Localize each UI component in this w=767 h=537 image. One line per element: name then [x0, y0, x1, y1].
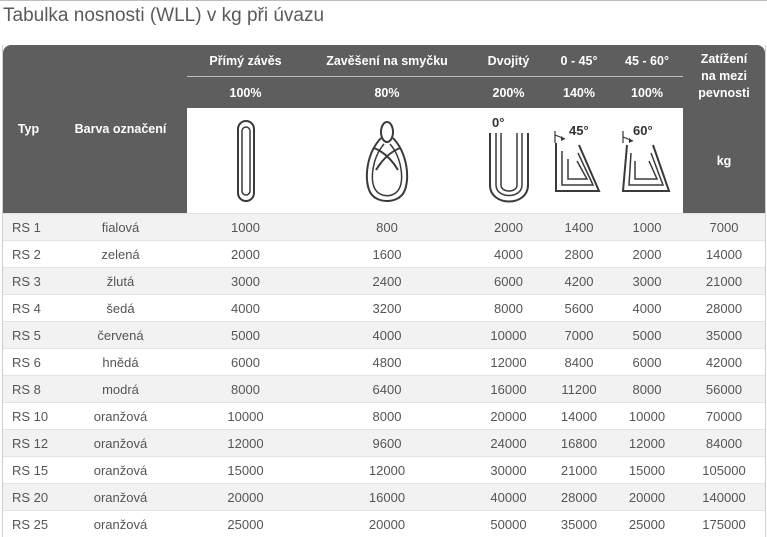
- angle-45-label: 45°: [569, 122, 589, 138]
- cell-angle-0-45: 8400: [547, 348, 611, 375]
- cell-zaveseni-smycka: 4800: [304, 348, 470, 375]
- choke-sling-illustration: [304, 108, 470, 213]
- cell-angle-45-60: 4000: [611, 294, 683, 321]
- unit-kg: kg: [683, 108, 765, 213]
- cell-zatizeni-kg: 28000: [683, 294, 765, 321]
- table-row: [3, 510, 765, 537]
- page-title: Tabulka nosnosti (WLL) v kg při úvazu: [3, 5, 325, 26]
- cell-zaveseni-smycka: 2400: [304, 267, 470, 294]
- cell-typ: RS 8: [3, 375, 54, 402]
- angle-60-illustration: [611, 108, 683, 213]
- cell-zatizeni-kg: 175000: [683, 510, 765, 537]
- pct-primy: 100%: [187, 76, 304, 108]
- header-zatizeni: [683, 45, 765, 108]
- cell-primy-zaves: 20000: [187, 483, 304, 510]
- cell-primy-zaves: 6000: [187, 348, 304, 375]
- cell-angle-0-45: 21000: [547, 456, 611, 483]
- cell-dvojity: 30000: [470, 456, 547, 483]
- cell-zatizeni-kg: 21000: [683, 267, 765, 294]
- header-angle-45-60: 45 - 60°: [611, 45, 683, 76]
- cell-dvojity: 6000: [470, 267, 547, 294]
- cell-angle-0-45: 35000: [547, 510, 611, 537]
- cell-barva: hnědá: [54, 348, 187, 375]
- cell-barva: oranžová: [54, 402, 187, 429]
- top-divider: [0, 0, 767, 1]
- cell-primy-zaves: 4000: [187, 294, 304, 321]
- table-row: [3, 213, 765, 240]
- cell-dvojity: 4000: [470, 240, 547, 267]
- cell-primy-zaves: 8000: [187, 375, 304, 402]
- cell-barva: oranžová: [54, 429, 187, 456]
- cell-primy-zaves: 15000: [187, 456, 304, 483]
- cell-dvojity: 10000: [470, 321, 547, 348]
- header-dvojity: Dvojitý: [470, 45, 547, 76]
- cell-typ: RS 10: [3, 402, 54, 429]
- double-sling-illustration: [470, 108, 547, 213]
- cell-typ: RS 3: [3, 267, 54, 294]
- cell-angle-0-45: 14000: [547, 402, 611, 429]
- cell-angle-45-60: 1000: [611, 213, 683, 240]
- cell-zaveseni-smycka: 800: [304, 213, 470, 240]
- cell-dvojity: 12000: [470, 348, 547, 375]
- pct-45-60: 100%: [611, 76, 683, 108]
- cell-typ: RS 1: [3, 213, 54, 240]
- choke-sling-icon: [362, 118, 412, 204]
- cell-angle-45-60: 5000: [611, 321, 683, 348]
- cell-barva: šedá: [54, 294, 187, 321]
- cell-angle-45-60: 2000: [611, 240, 683, 267]
- cell-zatizeni-kg: 35000: [683, 321, 765, 348]
- cell-angle-45-60: 8000: [611, 375, 683, 402]
- cell-zatizeni-kg: 105000: [683, 456, 765, 483]
- cell-zaveseni-smycka: 20000: [304, 510, 470, 537]
- cell-barva: oranžová: [54, 483, 187, 510]
- cell-zatizeni-kg: 42000: [683, 348, 765, 375]
- table-row: [3, 240, 765, 267]
- cell-primy-zaves: 5000: [187, 321, 304, 348]
- cell-zaveseni-smycka: 9600: [304, 429, 470, 456]
- cell-dvojity: 2000: [470, 213, 547, 240]
- cell-typ: RS 12: [3, 429, 54, 456]
- cell-primy-zaves: 3000: [187, 267, 304, 294]
- cell-angle-0-45: 16800: [547, 429, 611, 456]
- cell-barva: žlutá: [54, 267, 187, 294]
- cell-zaveseni-smycka: 8000: [304, 402, 470, 429]
- header-typ: Typ: [3, 45, 54, 213]
- cell-dvojity: 24000: [470, 429, 547, 456]
- cell-zatizeni-kg: 7000: [683, 213, 765, 240]
- table-row: [3, 429, 765, 456]
- table-row: [3, 294, 765, 321]
- cell-angle-45-60: 25000: [611, 510, 683, 537]
- cell-angle-45-60: 10000: [611, 402, 683, 429]
- cell-zatizeni-kg: 70000: [683, 402, 765, 429]
- table-row: [3, 267, 765, 294]
- cell-typ: RS 15: [3, 456, 54, 483]
- cell-angle-45-60: 3000: [611, 267, 683, 294]
- cell-typ: RS 4: [3, 294, 54, 321]
- header-primy-zaves: Přímý závěs: [187, 45, 304, 76]
- cell-angle-0-45: 2800: [547, 240, 611, 267]
- cell-primy-zaves: 25000: [187, 510, 304, 537]
- cell-dvojity: 16000: [470, 375, 547, 402]
- double-sling-icon: [484, 115, 534, 207]
- cell-barva: fialová: [54, 213, 187, 240]
- pct-0-45: 140%: [547, 76, 611, 108]
- cell-typ: RS 25: [3, 510, 54, 537]
- header-zatizeni-line2: na mezi: [701, 69, 747, 83]
- table-row: [3, 483, 765, 510]
- load-capacity-table: [2, 45, 766, 537]
- cell-barva: modrá: [54, 375, 187, 402]
- header-barva: Barva označení: [54, 45, 187, 213]
- table-row: [3, 321, 765, 348]
- basket-45-icon: [551, 121, 607, 201]
- cell-angle-45-60: 20000: [611, 483, 683, 510]
- straight-sling-icon: [236, 119, 256, 203]
- table-row: [3, 456, 765, 483]
- table-row: [3, 402, 765, 429]
- cell-barva: oranžová: [54, 456, 187, 483]
- table-row: [3, 348, 765, 375]
- cell-zatizeni-kg: 56000: [683, 375, 765, 402]
- cell-zaveseni-smycka: 12000: [304, 456, 470, 483]
- angle-45-illustration: [547, 108, 611, 213]
- cell-angle-0-45: 4200: [547, 267, 611, 294]
- cell-angle-45-60: 15000: [611, 456, 683, 483]
- cell-angle-0-45: 5600: [547, 294, 611, 321]
- header-angle-0-45: 0 - 45°: [547, 45, 611, 76]
- cell-angle-0-45: 28000: [547, 483, 611, 510]
- cell-dvojity: 40000: [470, 483, 547, 510]
- cell-zaveseni-smycka: 3200: [304, 294, 470, 321]
- cell-primy-zaves: 2000: [187, 240, 304, 267]
- cell-barva: oranžová: [54, 510, 187, 537]
- cell-typ: RS 2: [3, 240, 54, 267]
- pct-dvojity: 200%: [470, 76, 547, 108]
- cell-typ: RS 20: [3, 483, 54, 510]
- header-zatizeni-line1: Zatížení: [700, 52, 748, 66]
- cell-dvojity: 50000: [470, 510, 547, 537]
- cell-primy-zaves: 10000: [187, 402, 304, 429]
- cell-zatizeni-kg: 140000: [683, 483, 765, 510]
- cell-zaveseni-smycka: 4000: [304, 321, 470, 348]
- cell-typ: RS 6: [3, 348, 54, 375]
- cell-primy-zaves: 1000: [187, 213, 304, 240]
- cell-angle-0-45: 11200: [547, 375, 611, 402]
- basket-60-icon: [619, 121, 675, 201]
- pct-smycka: 80%: [304, 76, 470, 108]
- cell-dvojity: 20000: [470, 402, 547, 429]
- cell-zaveseni-smycka: 6400: [304, 375, 470, 402]
- cell-angle-0-45: 7000: [547, 321, 611, 348]
- cell-zatizeni-kg: 14000: [683, 240, 765, 267]
- cell-zatizeni-kg: 84000: [683, 429, 765, 456]
- cell-barva: červená: [54, 321, 187, 348]
- header-zatizeni-line3: pevnosti: [698, 86, 750, 100]
- table-row: [3, 375, 765, 402]
- cell-primy-zaves: 12000: [187, 429, 304, 456]
- straight-sling-illustration: [187, 108, 304, 213]
- cell-zaveseni-smycka: 16000: [304, 483, 470, 510]
- cell-angle-45-60: 12000: [611, 429, 683, 456]
- cell-barva: zelená: [54, 240, 187, 267]
- cell-angle-45-60: 6000: [611, 348, 683, 375]
- header-zaveseni-smycka: Zavěšení na smyčku: [304, 45, 470, 76]
- cell-zaveseni-smycka: 1600: [304, 240, 470, 267]
- cell-dvojity: 8000: [470, 294, 547, 321]
- cell-typ: RS 5: [3, 321, 54, 348]
- table-body: [3, 213, 765, 537]
- angle-0-label: 0°: [491, 114, 504, 130]
- cell-angle-0-45: 1400: [547, 213, 611, 240]
- angle-60-label: 60°: [633, 122, 653, 138]
